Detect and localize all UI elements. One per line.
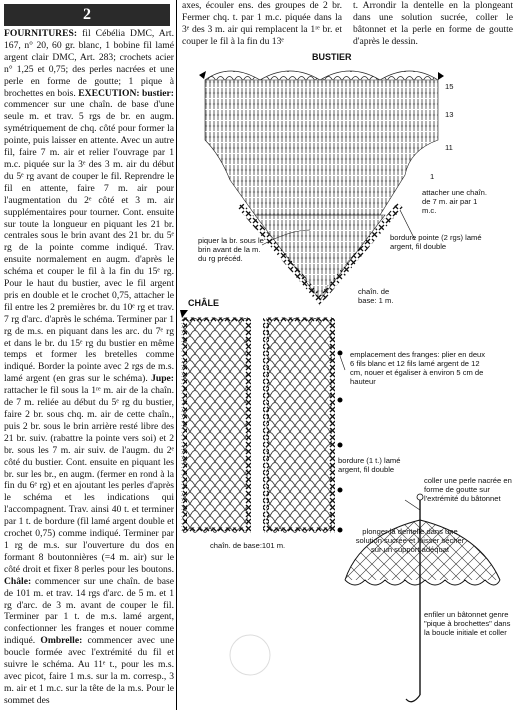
bustier-diagram bbox=[199, 71, 444, 300]
top-right-text: t. Arrondir la dentelle en la plongeant dans une solution sucrée, coller le bâtonnet et la perle en forme de goutte d'après le dessin. bbox=[353, 0, 513, 47]
perle-label: coller une perle nacrée en forme de goutte sur l'extrémité du bâtonnet bbox=[424, 476, 512, 503]
ombrelle-text: commencer avec une boucle formée avec l'extrémité du fil et suivre le schéma. Au 11ᵉ t., pour les m.s. avec picot, faire 1 m.s. sur la m. corresp., 3 m. air et 1 m.c. sur la tête de la m.s. Pour le sommet des bbox=[4, 635, 174, 706]
ombrelle-drawing bbox=[345, 494, 500, 702]
piquer-label: piquer la br. sous le brin avant de la m. du rg précéd. bbox=[198, 236, 264, 263]
chale-diagram bbox=[180, 310, 345, 533]
ombrelle-label: Ombrelle: bbox=[40, 635, 83, 647]
jupe-text: rattacher le fil sous la 1ʳᵉ m. air de la chaîn. de 7 m. reliée au début du 5ᵉ rg du bustier, faire 2 br. sous chq. m. air de cette chaîn., puis 2 br. sous le brin arrière resté libre des 21 br. suiv. (rabattre la pointe vers soi) et 2 br. sous les 7 m. air suiv. de l'augm. du 2ᵉ côté du bustier. Cont. ensuite en piquant les br. sur les br., en augm. (fermer en rond à la fin du 6ᵉ rg) et en ajoutant les perles d'après le schéma et les indications qui l'accompagnent. Trav. ainsi 40 t. et terminer par 1 t. de bordure (fil lamé argent double et crochet 0,75) comme indiqué. Terminer par 1 rg de m.s. sur l'ouverture du dos en formant 8 boutonnières (=4 m. air) sur le côté droit et fixer 8 perles pour les boutons. bbox=[4, 385, 174, 575]
bustier-title: BUSTIER bbox=[312, 52, 352, 62]
bordure-pointe-label: bordure pointe (2 rgs) lamé argent, fil double bbox=[390, 233, 482, 251]
row-label-1: 1 bbox=[430, 172, 435, 181]
execution-text: commencer sur une chaîn. de base d'une seule m. et trav. 5 rgs de br. en augm. symétriquement de chq. côté pour former la pointe, puis laisser en attente. Avec un autre fil, faire 7 m. air et relier l'ouvrage par 1 m.c. piquée sur la 3ᵉ des 3 m. air du début du 5ᵉ rg avant de couper le fil. Reprendre le fil en attente, faire 7 m. air pour l'augmentation du 2ᵉ côté et 3 m. air supplémentaires pour tourner. Cont. ensuite sur toute la longueur en piquant les 21 br. centrales sous le brin avant des 21 br. du 5ᵉ rg de la pointe comme indiqué. Trav. ensuite normalement en augm. d'après le schéma et couper le fil à la fin du 15ᵉ rg. Pour le haut du bustier, avec le fil argent pris en double et le crochet 0,75, attacher le fil entre les 2 premières br. du 10ᵉ rg et trav. 7 rg d'arc. d'après le schéma. Terminer par 1 rg de m.s. en piquant dans les arc. du 7ᵉ rg et dans le br. du 15ᵉ rg du bustier en même temps et former les bretelles comme indiqué. Border la pointe avec 2 rgs de m.s. lamé argent (en gras sur le schéma). bbox=[4, 99, 174, 385]
attach-label: attacher une chaîn. de 7 m. air par 1 m.c. bbox=[422, 188, 488, 215]
top-middle-text: axes, écouler ens. des groupes de 2 br. Fermer chq. t. par 1 m.c. piquée dans la 3ᵉ des 3 m. air qui remplacent la 1ʳᵉ br. et couper le fil à la fin du 13ᵉ bbox=[182, 0, 342, 47]
execution-label: EXECUTION: bustier: bbox=[78, 87, 174, 99]
chale-bordure-label: bordure (1 t.) lamé argent, fil double bbox=[338, 456, 401, 474]
row-label-11: 11 bbox=[445, 143, 453, 152]
decorative-circle bbox=[230, 635, 270, 675]
row-label-13: 13 bbox=[445, 110, 454, 119]
row-label-15: 15 bbox=[445, 82, 454, 91]
franges-label: emplacement des franges: plier en deux 6 fils blanc et 12 fils lamé argent de 12 cm, nouer et égaliser à environ 5 cm de hauteur bbox=[350, 350, 486, 386]
jupe-label: Jupe: bbox=[151, 373, 174, 385]
fournitures-text: fil Cébélia DMC, Art. 167, n° 20, 60 gr. blanc, 1 bobine fil lamé argent clair DMC, Art. 283; crochets acier n° 1,25 et 0,75; des perles nacrées et une perle en forme de goutte; 1 pique à brochettes en bois. bbox=[4, 28, 174, 99]
chale-text: commencer sur une chaîn. de base de 101 m. et trav. 14 rgs d'arc. de 5 m. et 1 rg d'arc. de 3 m. avant de couper le fil. Terminer par 1 t. de m.s. lamé argent, confectionner les franges et nouer comme indiqué. bbox=[4, 575, 174, 647]
fournitures-label: FOURNITURES: bbox=[4, 28, 78, 39]
chale-title: CHÂLE bbox=[188, 298, 219, 308]
bustier-chain-label: chaîn. de base: 1 m. bbox=[358, 287, 394, 305]
chale-label: Châle: bbox=[4, 575, 32, 587]
enfiler-label: enfiler un bâtonnet genre "pique à brochettes" dans la boucle initiale et coller bbox=[424, 610, 511, 637]
plonger-label: plonger la dentelle dans une solution sucrée et laisser sécher sur un support adéquat bbox=[355, 527, 465, 554]
section-number: 2 bbox=[83, 6, 91, 23]
chale-chain-label: chaîn. de base:101 m. bbox=[210, 541, 286, 550]
